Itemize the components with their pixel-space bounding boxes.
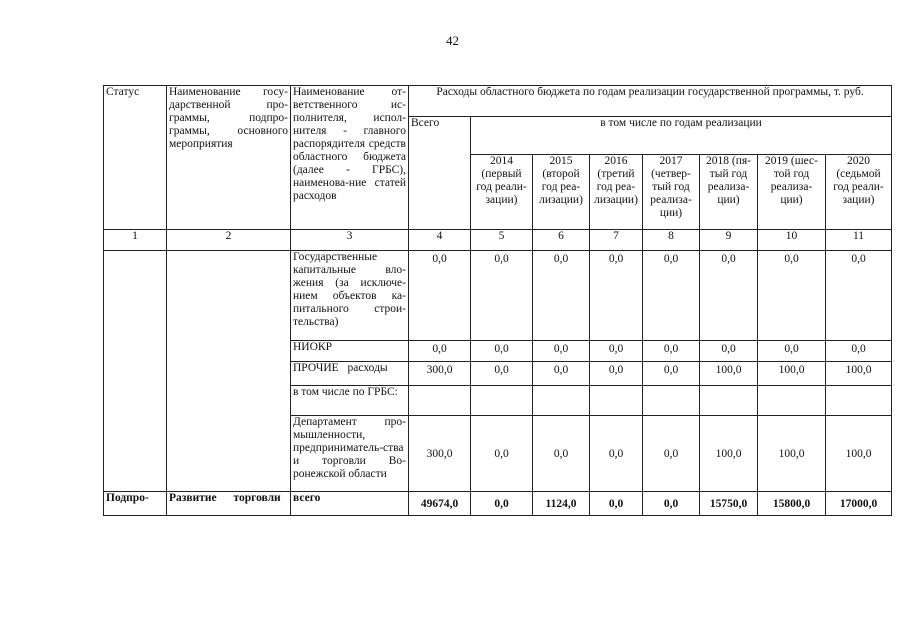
row-value: 100,0 [826,416,892,492]
column-number: 4 [409,230,471,251]
row-value: 0,0 [533,362,590,386]
row-value: 100,0 [758,416,826,492]
row-value [590,386,643,416]
row-value: 0,0 [826,341,892,362]
row-label: в том числе по ГРБС: [291,386,409,416]
row-value: 0,0 [590,341,643,362]
column-number: 7 [590,230,643,251]
page-number: 42 [446,33,459,48]
column-number: 5 [471,230,533,251]
row-value: 100,0 [700,416,758,492]
subprogram-row [104,492,892,516]
row-value: 0,0 [533,416,590,492]
column-number: 8 [643,230,700,251]
row-value: 100,0 [758,362,826,386]
subprogram-value: 15800,0 [758,492,826,516]
header-program-name: Наименование госу-дарственной про-граммы, подпро-граммы, основного мероприятия [167,86,291,230]
header-by-years: в том числе по годам реализации [471,117,892,155]
row-value: 300,0 [409,362,471,386]
row-value: 0,0 [409,341,471,362]
row-value: 0,0 [643,341,700,362]
status-cell [104,251,167,492]
row-value: 0,0 [533,251,590,341]
column-number: 11 [826,230,892,251]
header-year-2017: 2017 (четвер-тый год реализа-ции) [643,155,700,230]
row-value: 0,0 [533,341,590,362]
subprogram-value: 0,0 [590,492,643,516]
column-number: 10 [758,230,826,251]
row-value: 100,0 [826,362,892,386]
header-year-2019: 2019 (шес-той год реализа-ции) [758,155,826,230]
subprogram-value: 0,0 [471,492,533,516]
header-year-2020: 2020 (седьмой год реали-зации) [826,155,892,230]
program-name-cell [167,251,291,492]
subprogram-status: Подпро- [104,492,167,516]
row-value [471,386,533,416]
row-value: 0,0 [471,362,533,386]
column-number: 2 [167,230,291,251]
row-value: 0,0 [643,251,700,341]
subprogram-value: 49674,0 [409,492,471,516]
row-value: 0,0 [590,251,643,341]
row-value: 0,0 [471,341,533,362]
header-year-2016: 2016 (третий год реа-лизации) [590,155,643,230]
row-value: 0,0 [758,251,826,341]
subprogram-label: всего [291,492,409,516]
row-value [758,386,826,416]
header-total: Всего [409,117,471,230]
header-status: Статус [104,86,167,230]
subprogram-value: 15750,0 [700,492,758,516]
row-value: 100,0 [700,362,758,386]
row-value: 0,0 [758,341,826,362]
table-row [104,251,892,341]
row-value: 0,0 [700,341,758,362]
subprogram-value: 0,0 [643,492,700,516]
column-numbers-row [104,230,892,251]
row-value: 0,0 [643,416,700,492]
row-value: 0,0 [590,416,643,492]
row-value: 0,0 [590,362,643,386]
row-value: 0,0 [643,362,700,386]
row-value [533,386,590,416]
row-value: 0,0 [471,251,533,341]
column-number: 3 [291,230,409,251]
header-expenses-title: Расходы областного бюджета по годам реализации государственной программы, т. руб. [409,86,892,117]
header-year-2015: 2015 (второй год реа-лизации) [533,155,590,230]
column-number: 1 [104,230,167,251]
row-value [643,386,700,416]
header-year-2014: 2014 (первый год реали-зации) [471,155,533,230]
row-value [700,386,758,416]
row-label: НИОКР [291,341,409,362]
column-number: 6 [533,230,590,251]
row-label: ПРОЧИЕ расходы [291,362,409,386]
header-row-1 [104,86,892,117]
row-label: Департамент про-мышленности, предприниматель-ства и торговли Во-ронежской области [291,416,409,492]
column-number: 9 [700,230,758,251]
row-value: 0,0 [471,416,533,492]
subprogram-name: Развитие торговли [167,492,291,516]
row-value [826,386,892,416]
header-year-2018: 2018 (пя-тый год реализа-ции) [700,155,758,230]
subprogram-value: 1124,0 [533,492,590,516]
row-value: 0,0 [700,251,758,341]
row-value: 0,0 [826,251,892,341]
row-value: 0,0 [409,251,471,341]
row-value: 300,0 [409,416,471,492]
budget-table [103,85,892,516]
row-label: Государственные капитальные вло-жения (за исключе-нием объектов ка-питального строи-тельства) [291,251,409,341]
subprogram-value: 17000,0 [826,492,892,516]
row-value [409,386,471,416]
header-executor-name: Наименование от-ветственного ис-полнителя, испол-нителя - главного распорядителя средств областного бюджета (далее - ГРБС), наименова-ние статей расходов [291,86,409,230]
